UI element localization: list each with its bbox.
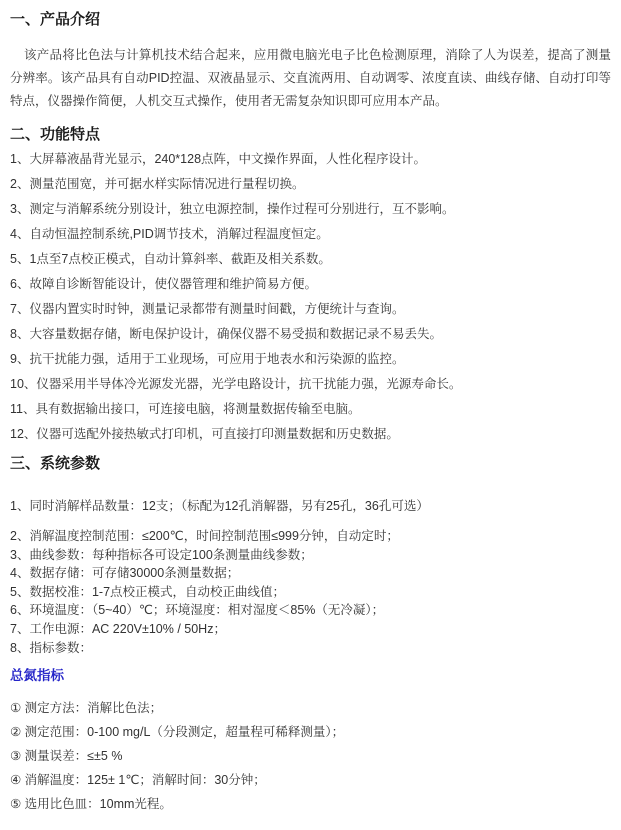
feature-item-2: 2、测量范围宽，并可据水样实际情况进行量程切换。: [10, 177, 305, 191]
param-item-6: 6、环境温度：（5~40）℃；环境湿度：相对湿度＜85%（无冷凝）；: [10, 603, 385, 617]
indicator-item-2: ② 测定范围：0-100 mg/L（分段测定，超量程可稀释测量）；: [10, 724, 345, 739]
indicator-item-5: ⑤ 选用比色皿：10mm光程。: [10, 796, 172, 811]
params-section-heading: 三、系统参数: [10, 455, 101, 472]
param-item-2: 2、消解温度控制范围：≤200℃，时间控制范围≤999分钟，自动定时；: [10, 529, 399, 543]
param-item-5: 5、数据校准：1-7点校正模式，自动校正曲线值；: [10, 584, 286, 599]
feature-item-3: 3、测定与消解系统分别设计，独立电源控制，操作过程可分别进行，互不影响。: [10, 202, 455, 216]
param-item-1: 1、同时消解样品数量：12支；（标配为12孔消解器，另有25孔，36孔可选）: [10, 499, 429, 513]
feature-item-4: 4、自动恒温控制系统,PID调节技术，消解过程温度恒定。: [10, 227, 329, 241]
feature-item-1: 1、大屏幕液晶背光显示，240*128点阵，中文操作界面，人性化程序设计。: [10, 152, 427, 166]
param-item-7: 7、工作电源：AC 220V±10% / 50Hz；: [10, 621, 226, 636]
feature-item-12: 12、仪器可选配外接热敏式打印机，可直接打印测量数据和历史数据。: [10, 427, 399, 441]
indicator-heading: 总氮指标: [10, 667, 64, 683]
feature-item-11: 11、具有数据输出接口，可连接电脑，将测量数据传输至电脑。: [10, 402, 361, 416]
indicator-item-3: ③ 测量误差：≤±5 %: [10, 748, 123, 763]
feature-item-7: 7、仪器内置实时时钟，测量记录都带有测量时间戳，方便统计与查询。: [10, 302, 405, 316]
indicator-item-4: ④ 消解温度：125± 1℃；消解时间：30分钟；: [10, 772, 266, 787]
indicator-list: [10, 700, 611, 812]
feature-item-8: 8、大容量数据存储，断电保护设计，确保仪器不易受损和数据记录不易丢失。: [10, 327, 442, 341]
param-item-8: 8、指标参数：: [10, 641, 92, 655]
indicator-item-1: ① 测定方法：消解比色法；: [10, 700, 163, 715]
feature-item-5: 5、1点至7点校正模式，自动计算斜率、截距及相关系数。: [10, 252, 331, 266]
feature-item-6: 6、故障自诊断智能设计，使仪器管理和维护简易方便。: [10, 277, 317, 291]
params-tight-list: [10, 527, 611, 638]
features-section-heading: 二、功能特点: [10, 126, 101, 143]
intro-section-heading: 一、产品介绍: [10, 11, 101, 28]
param-item-4: 4、数据存储：可存储30000条测量数据；: [10, 566, 240, 580]
features-list: [10, 151, 611, 442]
param-item-3: 3、曲线参数：每种指标各可设定100条测量曲线参数；: [10, 547, 313, 562]
feature-item-9: 9、抗干扰能力强，适用于工业现场，可应用于地表水和污染源的监控。: [10, 352, 405, 366]
feature-item-10: 10、仪器采用半导体冷光源发光器，光学电路设计，抗干扰能力强，光源寿命长。: [10, 377, 462, 391]
intro-paragraph: 该产品将比色法与计算机技术结合起来，应用微电脑光电子比色检测原理，消除了人为误差，提高了测量分辨率。该产品具有自动PID控温、双液晶显示、交直流两用、自动调零、浓度直读、曲线存储、自动打印等特点，仪器操作简便，人机交互式操作，使用者无需复杂知识即可应用本产品。: [10, 48, 611, 108]
